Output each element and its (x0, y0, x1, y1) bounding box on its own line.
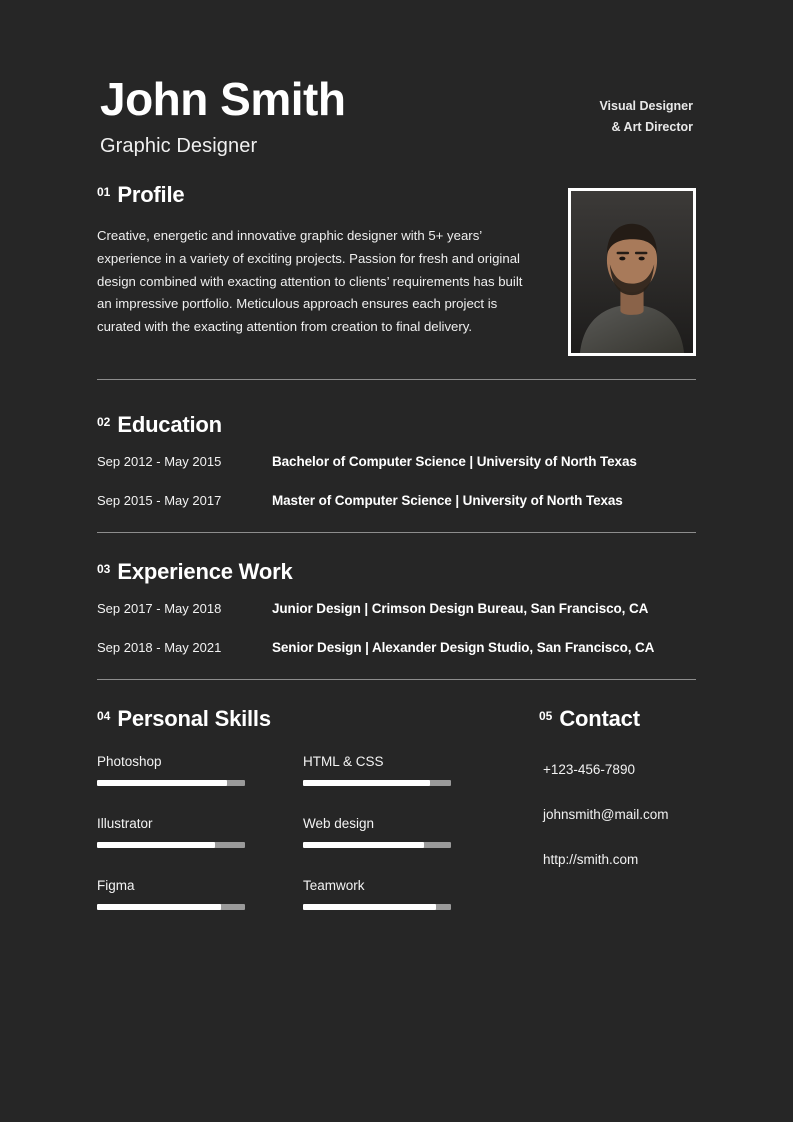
entry-date: Sep 2015 - May 2017 (97, 492, 222, 508)
profile-text: Creative, energetic and innovative graphic designer with 5+ years’ experience in a variety of exciting projects. Passion for fresh and original design combined with exacting attention to clients’ requirements has built an impressive portfolio. Meticulous approach ensures each project is curated with the exacting attention from creation to final delivery. (97, 228, 523, 335)
divider-3 (97, 679, 696, 680)
section-title: Contact (559, 705, 640, 731)
header (0, 0, 793, 158)
section-number: 03 (97, 561, 111, 576)
avatar (568, 188, 696, 356)
contact-email[interactable]: johnsmith@mail.com (543, 806, 669, 822)
entry-description: Master of Computer Science | University of North Texas (272, 492, 623, 508)
skills-column-left (97, 754, 245, 940)
section-number: 01 (97, 185, 111, 200)
education-entries (97, 454, 696, 508)
list-item (97, 454, 696, 469)
section-title: Profile (117, 182, 185, 208)
section-title: Personal Skills (117, 705, 271, 731)
skill-label: HTML & CSS (303, 753, 384, 769)
divider-1 (97, 379, 696, 380)
contact-list (539, 762, 696, 867)
contact-phone[interactable]: +123-456-7890 (543, 761, 635, 777)
section-experience-heading (97, 559, 696, 585)
skill-item (303, 754, 451, 786)
skill-bar-track (97, 842, 245, 848)
skills-column-right (303, 754, 451, 940)
skill-item (97, 816, 245, 848)
section-skills (97, 706, 527, 940)
skill-label: Photoshop (97, 753, 162, 769)
skill-label: Web design (303, 815, 375, 831)
section-contact (527, 706, 696, 940)
skill-bar-fill (303, 780, 430, 786)
section-title: Education (117, 411, 222, 437)
list-item (97, 640, 696, 655)
skill-bar-track (303, 904, 451, 910)
header-tagline-line1: Visual Designer (599, 99, 693, 113)
skill-bar-fill (303, 904, 436, 910)
skill-bar-track (97, 780, 245, 786)
skill-item (97, 754, 245, 786)
section-number: 04 (97, 708, 111, 723)
section-skills-contact (0, 706, 793, 940)
entry-date: Sep 2012 - May 2015 (97, 453, 222, 469)
section-education-heading (97, 412, 696, 438)
skill-bar-track (97, 904, 245, 910)
skill-bar-fill (97, 904, 221, 910)
skill-bar-track (303, 842, 451, 848)
section-education (0, 412, 793, 508)
skill-bar-track (303, 780, 451, 786)
list-item (97, 493, 696, 508)
page-title: John Smith (100, 73, 346, 125)
contact-website[interactable]: http://smith.com (543, 851, 639, 867)
header-subtitle: Graphic Designer (100, 135, 258, 158)
section-experience (0, 559, 793, 655)
header-tagline-line2: & Art Director (611, 119, 693, 134)
section-skills-heading (97, 706, 527, 732)
skill-item (303, 878, 451, 910)
skill-bar-fill (303, 842, 424, 848)
skill-bar-fill (97, 780, 227, 786)
skill-label: Teamwork (303, 877, 365, 893)
section-number: 02 (97, 414, 111, 429)
entry-date: Sep 2017 - May 2018 (97, 600, 222, 616)
list-item (97, 601, 696, 616)
skill-bar-fill (97, 842, 215, 848)
skill-label: Figma (97, 877, 135, 893)
section-contact-heading (539, 706, 696, 732)
section-title: Experience Work (117, 558, 293, 584)
entry-description: Bachelor of Computer Science | University of North Texas (272, 453, 637, 469)
skills-grid (97, 754, 527, 940)
skill-item (303, 816, 451, 848)
section-profile (0, 182, 793, 339)
divider-2 (97, 532, 696, 533)
skill-label: Illustrator (97, 815, 153, 831)
portrait-photo-icon (571, 191, 693, 353)
skill-item (97, 878, 245, 910)
experience-entries (97, 601, 696, 655)
entry-description: Junior Design | Crimson Design Bureau, San Francisco, CA (272, 600, 649, 616)
header-tagline (599, 96, 693, 137)
section-number: 05 (539, 708, 553, 723)
entry-date: Sep 2018 - May 2021 (97, 639, 222, 655)
entry-description: Senior Design | Alexander Design Studio, San Francisco, CA (272, 639, 655, 655)
